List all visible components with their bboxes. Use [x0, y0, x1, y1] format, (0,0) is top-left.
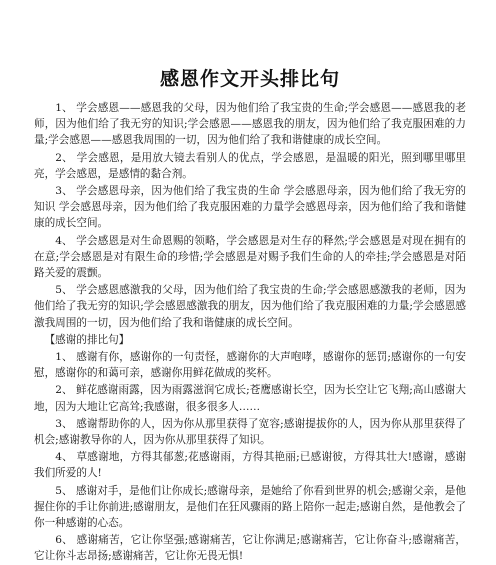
thanks-paragraph-6: 6、 感谢痛苦，它让你坚强;感谢痛苦，它让你满足;感谢痛苦，它让你奋斗;感谢痛苦，它让你斗志昂扬;感谢痛苦，它让你无畏无惧! — [34, 534, 466, 563]
paragraph-2: 2、 学会感恩，是用放大镜去看别人的优点，学会感恩，是温暖的阳光，照到哪里哪里亮，学会感恩，是感情的黏合剂。 — [34, 151, 466, 180]
paragraph-3: 3、 学会感恩母亲，因为他们给了我宝贵的生命 学会感恩母亲，因为他们给了我无穷的知识 学会感恩母亲，因为他们给了我克服困难的力量学会感恩母亲，因为他们给了我和谐健康的成长空间。 — [34, 185, 466, 230]
paragraph-5: 5、 学会感恩感激我的父母，因为他们给了我宝贵的生命;学会感恩感激我的老师，因为他们给了我无穷的知识;学会感恩感激我的朋友，因为他们给了我克服困难的力量;学会感恩感激我周围的一切，因为他们给了我和谐健康的成长空间。 — [34, 284, 466, 329]
paragraph-1: 1、 学会感恩——感恩我的父母，因为他们给了我宝贵的生命;学会感恩——感恩我的老师，因为他们给了我无穷的知识;学会感恩——感恩我的朋友，因为他们给了我克服困难的力量;学会感恩——感恩我周围的一切，因为他们给了我和谐健康的成长空间。 — [34, 102, 466, 147]
thanks-paragraph-1: 1、 感谢有你，感谢你的一句责怪，感谢你的大声咆哮，感谢你的惩罚;感谢你的一句安慰，感谢你的和蔼可亲，感谢你用鲜花做成的奖杯。 — [34, 351, 466, 380]
section-header: 【感谢的排比句】 — [44, 333, 130, 346]
thanks-paragraph-4: 4、 草感谢地，方得其郁葱;花感谢雨，方得其艳丽;已感谢彼，方得其壮大!感谢，感谢我们所爱的人! — [34, 451, 466, 480]
thanks-paragraph-2: 2、 鲜花感谢雨露，因为雨露滋润它成长;苍鹰感谢长空，因为长空让它飞翔;高山感谢大地，因为大地让它高耸;我感谢，很多很多人…… — [34, 384, 466, 413]
document-title: 感恩作文开头排比句 — [159, 68, 340, 90]
thanks-paragraph-5: 5、 感谢对手，是他们让你成长;感谢母亲，是她给了你看到世界的机会;感谢父亲，是他握住你的手让你前进;感谢朋友，是他们在狂风骤雨的路上陪你一起走;感谢自然，是他教会了你一种感谢的心态。 — [34, 484, 466, 530]
paragraph-4: 4、 学会感恩是对生命恩赐的领略，学会感恩是对生存的释然;学会感恩是对现在拥有的在意;学会感恩是对有限生命的珍惜;学会感恩是对赐予我们生命的人的牵挂;学会感恩是对陌路关爱的震颤。 — [34, 234, 466, 280]
thanks-paragraph-3: 3、 感谢帮助你的人，因为你从那里获得了宽容;感谢提拔你的人，因为你从那里获得了机会;感谢教导你的人，因为你从那里获得了知识。 — [34, 417, 466, 447]
